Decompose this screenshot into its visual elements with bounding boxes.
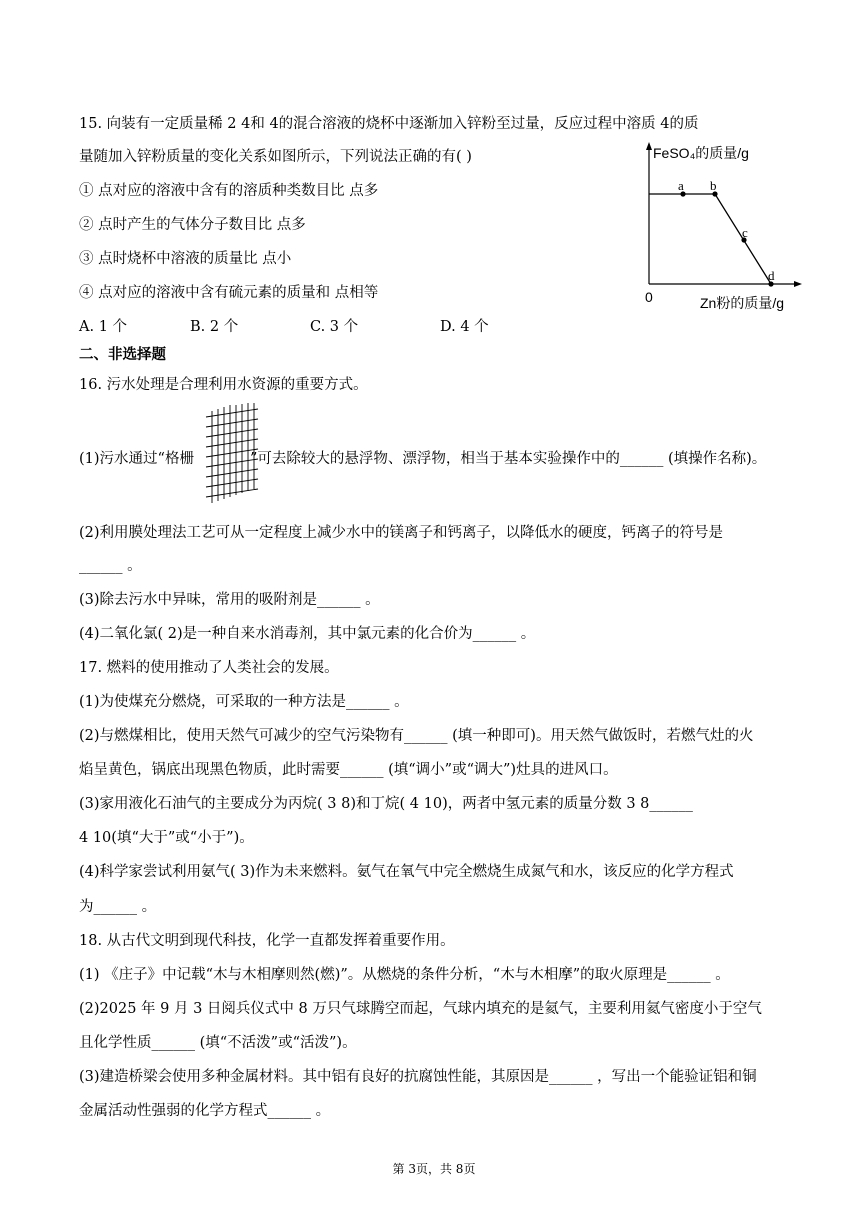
- q17-p1: (1)为使煤充分燃烧，可采取的一种方法是______ 。: [79, 694, 409, 710]
- point-label-d: d: [768, 268, 775, 283]
- q15-option-b: B. 2 个: [190, 319, 239, 335]
- q15-statement-1: ① 点对应的溶液中含有的溶质种类数目比 点多: [79, 183, 379, 199]
- point-label-a: a: [678, 178, 684, 193]
- q16-p4: (4)二氧化氯( 2)是一种自来水消毒剂，其中氯元素的化合价为______ 。: [79, 626, 536, 642]
- q18-p3-line2: 金属活动性强弱的化学方程式______ 。: [79, 1103, 331, 1119]
- page-footer: 第 3页，共 8页: [392, 1162, 476, 1176]
- y-axis-label: FeSO₄的质量/g: [653, 145, 749, 161]
- q15-option-a: A. 1 个: [79, 319, 128, 335]
- q15-line1: 15. 向装有一定质量稀 2 4和 4的混合溶液的烧杯中逐渐加入锌粉至过量，反应过程中溶质 4的质: [79, 116, 699, 132]
- q16-p1-end: ”可去除较大的悬浮物、漂浮物，相当于基本实验操作中的______ (填操作名称)。: [249, 451, 767, 467]
- q17-p4-line1: (4)科学家尝试利用氨气( 3)作为未来燃料。氨气在氧气中完全燃烧生成氮气和水，该反应的化学方程式: [79, 864, 734, 880]
- q15-statement-3: ③ 点时烧杯中溶液的质量比 点小: [79, 251, 292, 267]
- q16-title: 16. 污水处理是合理利用水资源的重要方式。: [79, 377, 368, 393]
- q16-p3: (3)除去污水中异味，常用的吸附剂是______ 。: [79, 592, 380, 608]
- q18-p2-line1: (2)2025 年 9 月 3 日阅兵仪式中 8 万只气球腾空而起，气球内填充的是氦气，主要利用氦气密度小于空气: [79, 1001, 762, 1017]
- q18-title: 18. 从古代文明到现代科技，化学一直都发挥着重要作用。: [79, 933, 455, 949]
- point-label-b: b: [710, 178, 717, 193]
- q15-line2: 量随加入锌粉质量的变化关系如图所示，下列说法正确的有( ): [79, 149, 472, 165]
- q16-p1: [79, 449, 766, 469]
- series-line: [649, 194, 771, 284]
- q17-p2-line1: (2)与燃煤相比，使用天然气可减少的空气污染物有______ (填一种即可)。用天然气做饭时，若燃气灶的火: [79, 728, 754, 744]
- feso4-mass-chart: [628, 138, 808, 316]
- q15-option-d: D. 4 个: [440, 319, 489, 335]
- q17-title: 17. 燃料的使用推动了人类社会的发展。: [79, 660, 339, 676]
- q16-p2-line1: (2)利用膜处理法工艺可从一定程度上减少水中的镁离子和钙离子，以降低水的硬度，钙离子的符号是: [79, 525, 724, 541]
- q17-p2-line2: 焰呈黄色，锅底出现黑色物质，此时需要______ (填“调小”或“调大”)灶具的进风口。: [79, 762, 618, 778]
- q18-p1: (1) 《庄子》中记载“木与木相摩则然(燃)”。从燃烧的条件分析，“木与木相摩”的取火原理是______ 。: [79, 967, 730, 983]
- point-label-c: c: [742, 225, 748, 240]
- section-heading: 二、非选择题: [79, 347, 166, 363]
- q17-p4-line2: 为______ 。: [79, 899, 157, 915]
- q17-p3-line2: 4 10(填“大于”或“小于”)。: [79, 830, 254, 846]
- origin-label: 0: [645, 289, 653, 305]
- q16-p1-start: (1)污水通过“格栅: [79, 451, 194, 467]
- q18-p2-line2: 且化学性质______ (填“不活泼”或“活泼”)。: [79, 1035, 357, 1051]
- q15-statement-2: ② 点时产生的气体分子数目比 点多: [79, 217, 306, 233]
- x-axis-arrow: [794, 281, 802, 287]
- x-axis-label: Zn粉的质量/g: [700, 295, 785, 311]
- q18-p3-line1: (3)建造桥梁会使用多种金属材料。其中铝有良好的抗腐蚀性能，其原因是______ ，写出一个能验证铝和铜: [79, 1069, 757, 1085]
- q15-statement-4: ④ 点对应的溶液中含有硫元素的质量和 点相等: [79, 285, 379, 301]
- y-axis-arrow: [646, 142, 652, 150]
- q15-option-c: C. 3 个: [310, 319, 359, 335]
- q17-p3-line1: (3)家用液化石油气的主要成分为丙烷( 3 8)和丁烷( 4 10)，两者中氢元素的质量分数 3 8______: [79, 796, 693, 812]
- q16-p2-line2: ______ 。: [79, 558, 142, 574]
